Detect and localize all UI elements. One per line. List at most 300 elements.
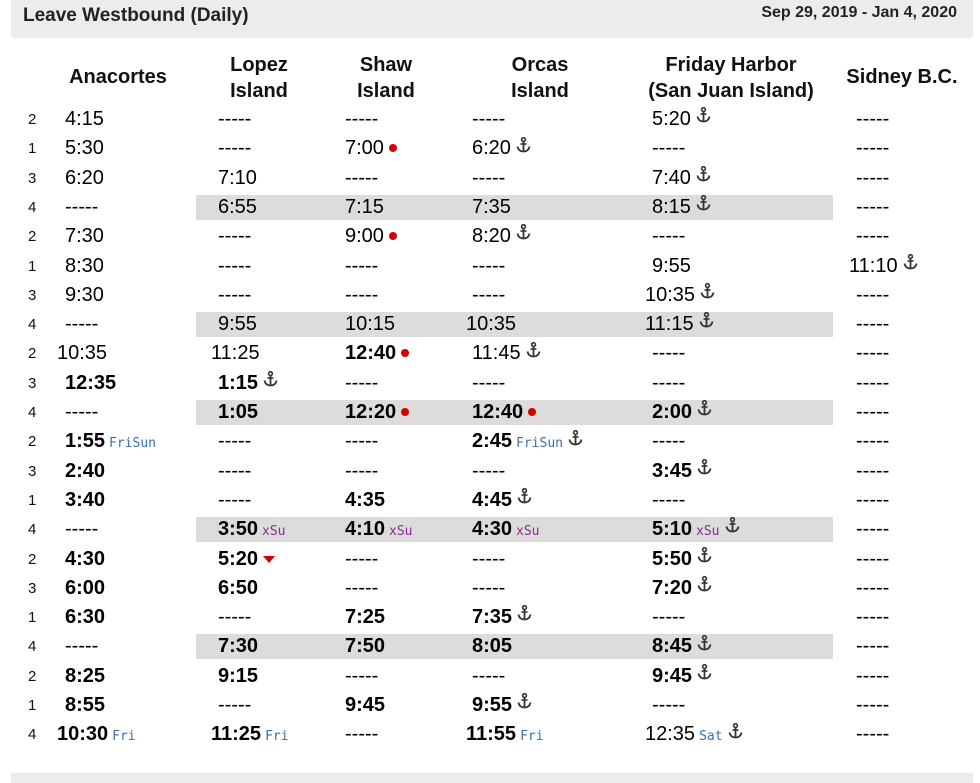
time-cell-orcas [472,486,532,515]
departure-time: 1:15 [218,371,259,394]
time-cell-anacortes [65,691,105,720]
time-cell-shaw [345,281,378,310]
time-cell-sidney [856,164,889,193]
departure-time: 6:20 [65,166,104,189]
anchor-icon [700,279,715,308]
departure-time: 10:35 [645,283,696,306]
departure-time: ----- [65,635,99,658]
time-cell-friday-harbor [652,545,712,574]
departure-time: 10:35 [466,313,517,336]
departure-time: 4:30 [472,518,513,541]
time-cell-orcas [472,662,505,691]
time-cell-shaw [345,720,378,749]
departure-time: 7:10 [218,166,257,189]
departure-time: ----- [472,254,506,277]
column-header-line: Island [230,80,288,102]
red-dot-icon [389,232,397,240]
departure-time: 8:15 [652,195,691,218]
time-cell-sidney [849,252,918,281]
departure-time: ----- [472,664,506,687]
time-cell-anacortes [65,193,98,222]
time-cell-orcas [472,281,505,310]
day-note: Sat [699,729,723,745]
anchor-icon [725,513,740,542]
time-cell-shaw [345,339,409,368]
departure-time: ----- [472,459,506,482]
departure-time: 7:30 [218,635,259,658]
departure-time: 6:00 [65,576,106,599]
departure-time: 8:25 [65,664,106,687]
departure-time: 7:15 [345,195,384,218]
table-row [0,427,980,456]
vessel-type-number: 1 [28,697,37,714]
time-cell-shaw [345,427,378,456]
table-row [0,369,980,398]
time-cell-lopez [218,457,251,486]
departure-time: 2:00 [652,401,693,423]
table-row [0,222,980,251]
vessel-type-number: 3 [28,462,37,480]
departure-time: 2:45 [472,430,513,453]
departure-time: 5:10 [652,518,693,541]
time-cell-friday-harbor [652,427,685,456]
time-cell-friday-harbor [652,457,712,486]
departure-time: ----- [345,664,379,687]
departure-time: 12:20 [345,401,397,423]
departure-time: 6:55 [218,195,257,218]
schedule-header [11,0,973,38]
table-row [0,662,980,691]
departure-time: ----- [472,576,506,599]
vessel-type-number: 3 [28,579,37,597]
departure-time: 3:40 [65,488,106,511]
departure-time: 11:10 [849,254,898,277]
time-cell-friday-harbor [652,339,685,368]
departure-time: ----- [218,488,252,511]
departure-time: ----- [856,137,890,160]
departure-time: 8:30 [65,254,104,277]
time-cell-anacortes [65,457,105,486]
vessel-type-number: 2 [28,345,37,363]
time-cell-orcas [466,720,544,749]
time-cell-friday-harbor [652,486,685,515]
column-header-sidney [792,64,980,90]
departure-time: 11:15 [645,313,694,336]
time-cell-shaw [345,310,395,339]
time-cell-orcas [472,369,505,398]
departure-time: 9:45 [652,664,693,687]
table-row [0,486,980,515]
table-row [0,632,980,661]
anchor-icon [696,191,711,220]
departure-time: 7:00 [345,137,384,160]
departure-time: ----- [856,606,890,629]
time-cell-orcas [472,457,505,486]
departure-time: 6:50 [218,576,259,599]
departure-time: ----- [65,195,99,218]
table-row [0,339,980,368]
departure-time: ----- [472,108,506,130]
time-cell-lopez [218,252,251,281]
departure-time: ----- [856,518,890,541]
time-cell-sidney [856,545,889,574]
departure-time: 2:40 [65,459,106,482]
time-cell-lopez [218,545,275,574]
vessel-type-number: 3 [28,374,37,392]
departure-time: ----- [856,664,890,687]
time-cell-lopez [218,281,251,310]
time-cell-friday-harbor [652,574,712,603]
departure-time: ----- [345,283,379,306]
column-header-line: Island [357,80,415,102]
time-cell-friday-harbor [645,720,743,749]
time-cell-lopez [211,720,289,749]
anchor-icon [697,543,712,572]
departure-time: ----- [856,401,890,423]
time-cell-anacortes [57,339,107,368]
time-cell-sidney [856,310,889,339]
time-cell-lopez [218,222,251,251]
day-note: FriSun [109,436,156,452]
anchor-icon [697,455,712,484]
table-row [0,545,980,574]
departure-time: 4:45 [472,488,513,511]
departure-time: 1:55 [65,430,106,453]
departure-time: 7:25 [345,606,386,629]
time-cell-sidney [856,398,889,427]
departure-time: ----- [218,225,252,248]
time-cell-lopez [218,662,258,691]
anchor-icon [697,572,712,601]
vessel-type-number: 2 [28,433,37,451]
departure-time: 11:55 [466,723,517,746]
time-cell-lopez [218,134,251,163]
anchor-icon [263,367,278,396]
time-cell-lopez [218,398,258,427]
departure-time: ----- [652,225,686,248]
departure-time: ----- [345,459,379,482]
departure-time: ----- [65,313,99,336]
vessel-type-number: 1 [28,140,37,158]
departure-time: ----- [218,108,252,130]
departure-time: ----- [856,430,890,453]
time-cell-lopez [218,164,257,193]
departure-time: ----- [218,254,252,277]
departure-time: ----- [856,166,890,189]
table-row [0,105,980,134]
time-cell-anacortes [65,574,105,603]
time-cell-lopez [218,486,251,515]
vessel-type-number: 3 [28,169,37,187]
column-header-line: Shaw [359,54,413,76]
anchor-icon [516,133,531,162]
table-row [0,252,980,281]
time-cell-orcas [472,252,505,281]
departure-time: 5:30 [65,137,104,160]
departure-time: 5:20 [218,547,259,570]
departure-time: ----- [65,518,99,541]
footer-bar [11,773,973,783]
time-cell-sidney [856,515,889,544]
column-header-line: Lopez [230,54,288,76]
time-cell-anacortes [65,134,104,163]
departure-time: ----- [218,694,252,716]
departure-time: 6:30 [65,606,106,629]
departure-time: ----- [65,401,99,423]
departure-time: 11:25 [211,342,260,365]
departure-time: ----- [218,430,252,453]
time-cell-shaw [345,134,397,163]
red-dot-icon [401,349,409,357]
time-cell-orcas [472,398,536,427]
departure-time: ----- [472,283,506,306]
time-cell-friday-harbor [645,310,714,339]
departure-time: ----- [856,225,890,248]
time-cell-orcas [472,632,512,661]
time-cell-orcas [472,545,505,574]
departure-time: 9:30 [65,283,104,306]
time-cell-friday-harbor [652,662,712,691]
red-dot-icon [528,408,536,416]
departure-time: ----- [652,371,686,394]
table-row [0,720,980,749]
vessel-type-number: 3 [28,286,37,304]
departure-time: ----- [856,313,890,336]
departure-time: 11:45 [472,342,521,365]
time-cell-orcas [472,691,532,720]
departure-time: 7:20 [652,576,693,599]
column-header-line: Orcas [511,54,569,76]
departure-time: 9:00 [345,225,384,248]
vessel-type-number: 2 [28,228,37,246]
time-cell-friday-harbor [652,398,712,427]
departure-time: ----- [345,254,379,277]
departure-time: ----- [472,371,506,394]
departure-time: ----- [856,283,890,306]
anchor-icon [526,338,541,367]
column-header-orcas [430,52,650,104]
table-row [0,310,980,339]
time-cell-anacortes [65,398,98,427]
time-cell-shaw [345,632,385,661]
departure-time: ----- [856,576,890,599]
anchor-icon [903,250,918,279]
time-cell-friday-harbor [645,281,715,310]
departure-time: 8:55 [65,694,106,716]
departure-time: 9:55 [472,694,513,716]
anchor-icon [699,308,714,337]
time-cell-shaw [345,486,385,515]
table-row [0,515,980,544]
departure-time: ----- [218,606,252,629]
departure-time: 10:35 [57,342,108,365]
anchor-icon [696,103,711,132]
day-note: xSu [696,524,720,540]
departure-time: ----- [218,283,252,306]
vessel-type-number: 1 [28,257,37,275]
departure-time: ----- [856,342,890,365]
departure-time: ----- [856,195,890,218]
departure-time: 9:55 [652,254,691,277]
day-note: Fri [265,729,289,745]
departure-time: 7:35 [472,606,513,629]
time-cell-anacortes [65,486,105,515]
departure-time: 7:30 [65,225,104,248]
column-header-line: Sidney B.C. [846,66,958,88]
departure-time: 4:10 [345,518,386,541]
time-cell-lopez [218,105,251,134]
time-cell-orcas [466,310,516,339]
day-note: xSu [516,524,540,540]
day-note: xSu [262,524,286,540]
departure-time: 9:45 [345,694,386,716]
departure-time: 12:40 [345,342,397,365]
departure-time: 8:05 [472,635,513,658]
departure-time: ----- [218,459,252,482]
table-row [0,281,980,310]
table-row [0,134,980,163]
departure-time: 3:50 [218,518,259,541]
time-cell-friday-harbor [652,164,711,193]
vessel-type-number: 4 [28,521,37,539]
time-cell-anacortes [57,720,136,749]
time-cell-friday-harbor [652,515,740,544]
departure-time: ----- [856,488,890,511]
departure-time: 7:50 [345,635,386,658]
column-header-line: Anacortes [69,66,167,88]
departure-time: ----- [856,108,890,130]
departure-time: 3:45 [652,459,693,482]
time-cell-sidney [856,105,889,134]
anchor-icon [697,631,712,660]
time-cell-shaw [345,398,409,427]
time-cell-orcas [472,603,532,632]
time-cell-lopez [218,369,278,398]
departure-time: 10:15 [345,313,396,336]
departure-time: 12:35 [645,723,696,746]
vessel-type-number: 4 [28,198,37,216]
time-cell-shaw [345,515,413,544]
time-cell-anacortes [65,545,105,574]
schedule-title: Leave Westbound (Daily) [23,5,249,26]
column-header-line: (San Juan Island) [648,80,814,102]
departure-time: 4:15 [65,108,104,130]
anchor-icon [697,660,712,689]
departure-time: 7:40 [652,166,691,189]
time-cell-shaw [345,105,378,134]
time-cell-friday-harbor [652,252,691,281]
time-cell-friday-harbor [652,632,712,661]
time-cell-anacortes [65,105,104,134]
time-cell-lopez [218,691,251,720]
departure-time: ----- [652,694,686,716]
departure-time: ----- [472,166,506,189]
table-row [0,193,980,222]
departure-time: ----- [856,547,890,570]
departure-time: 10:30 [57,723,109,746]
time-cell-sidney [856,486,889,515]
vessel-type-number: 1 [28,609,37,627]
anchor-icon [696,162,711,191]
departure-time: ----- [345,430,379,453]
table-row [0,691,980,720]
time-cell-lopez [218,632,258,661]
time-cell-sidney [856,222,889,251]
departure-time: 4:35 [345,488,386,511]
time-cell-orcas [472,574,505,603]
time-cell-sidney [856,281,889,310]
time-cell-anacortes [65,603,105,632]
time-cell-lopez [218,427,251,456]
time-cell-anacortes [65,310,98,339]
departure-time: 6:20 [472,137,511,160]
time-cell-orcas [472,193,511,222]
departure-time: ----- [856,635,890,658]
time-cell-orcas [472,105,505,134]
time-cell-shaw [345,457,378,486]
anchor-icon [516,220,531,249]
time-cell-friday-harbor [652,105,711,134]
departure-time: 5:20 [652,108,691,130]
time-cell-lopez [218,515,286,544]
departure-time: ----- [345,371,379,394]
anchor-icon [517,689,532,718]
time-cell-orcas [472,515,540,544]
departure-time: ----- [652,430,686,453]
vessel-type-number: 2 [28,667,37,685]
red-triangle-icon [263,556,275,563]
departure-time: 9:55 [218,313,257,336]
time-cell-anacortes [65,632,98,661]
anchor-icon [568,426,583,455]
departure-time: ----- [345,166,379,189]
time-cell-sidney [856,720,889,749]
time-cell-anacortes [65,515,98,544]
time-cell-shaw [345,252,378,281]
vessel-type-number: 4 [28,638,37,656]
time-cell-anacortes [65,222,104,251]
vessel-type-number: 2 [28,111,37,128]
table-row [0,164,980,193]
departure-time: ----- [345,108,379,130]
time-cell-shaw [345,574,378,603]
time-cell-sidney [856,574,889,603]
time-cell-lopez [218,574,258,603]
anchor-icon [517,484,532,513]
departure-time: 5:50 [652,547,693,570]
time-cell-sidney [856,369,889,398]
time-cell-lopez [218,310,257,339]
time-cell-friday-harbor [652,193,711,222]
time-cell-shaw [345,662,378,691]
departure-time: 8:45 [652,635,693,658]
time-cell-sidney [856,339,889,368]
time-cell-anacortes [65,369,116,398]
anchor-icon [517,601,532,630]
departure-time: 8:20 [472,225,511,248]
table-row [0,574,980,603]
departure-time: ----- [218,137,252,160]
time-cell-orcas [472,222,531,251]
time-cell-friday-harbor [652,603,685,632]
departure-time: 4:30 [65,547,106,570]
departure-time: 12:40 [472,401,524,423]
time-cell-orcas [472,164,505,193]
departure-time: ----- [345,576,379,599]
time-cell-friday-harbor [652,222,685,251]
departure-time: ----- [856,371,890,394]
vessel-type-number: 4 [28,316,37,334]
